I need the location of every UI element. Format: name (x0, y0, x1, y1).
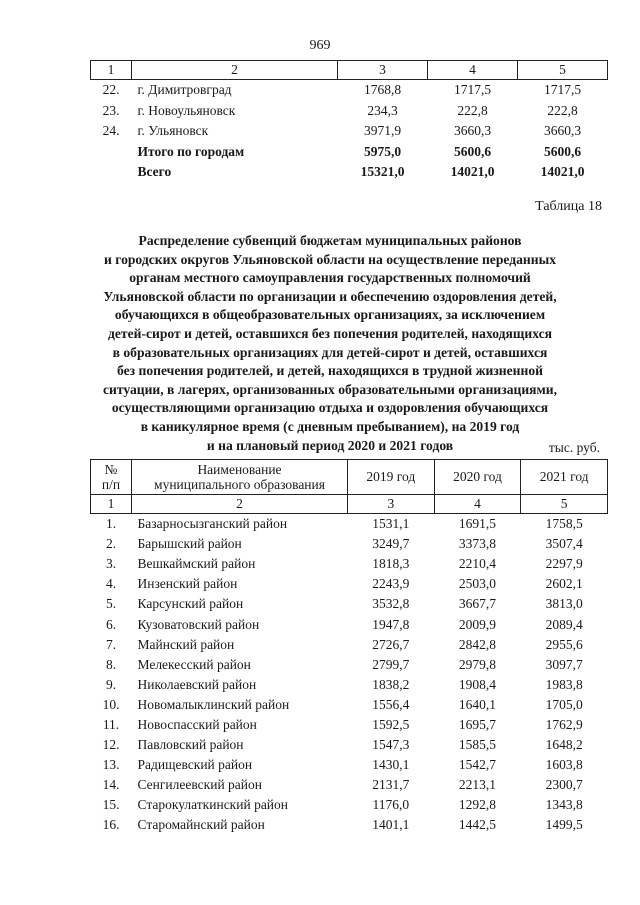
table-row (91, 795, 608, 815)
table-row (91, 675, 608, 695)
table-row (91, 775, 608, 795)
value-2020: 1542,7 (458, 757, 497, 773)
header-2021: 2021 год (521, 460, 608, 495)
value-2019: 2131,7 (372, 777, 410, 793)
row-name: Старомайнский район (137, 817, 265, 833)
table-row (91, 514, 608, 535)
main-table-header (91, 460, 608, 495)
value-2020: 3373,8 (458, 536, 497, 552)
title-line: органам местного самоуправления государственных полномочий (129, 270, 531, 286)
row-number: 5. (105, 596, 117, 612)
value-2021: 3097,7 (545, 656, 583, 672)
page-number: 969 (309, 38, 331, 53)
top-table-header (91, 61, 608, 80)
title-line: ситуации, в лагерях, организованных образовательными организациями, (102, 381, 558, 397)
row-name: Мелекесский район (137, 656, 251, 672)
table-row (91, 554, 608, 574)
row-name: Майнский район (137, 636, 235, 652)
value-2021: 2955,6 (545, 636, 583, 652)
row-name: Карсунский район (137, 596, 244, 612)
table-row (91, 101, 608, 122)
table-row (91, 635, 608, 655)
row-number: 8. (105, 656, 117, 672)
row-number: 7. (105, 636, 117, 652)
main-table-index-row: 1 2 3 4 5 (91, 495, 608, 514)
value-2020: 1442,5 (458, 817, 497, 833)
table-row (91, 121, 608, 142)
table-row (91, 534, 608, 554)
value-2019: 1818,3 (372, 556, 410, 572)
title-line: детей-сирот и детей, оставшихся без попечения родителей, находящихся (108, 325, 552, 341)
row-name: Инзенский район (137, 576, 238, 592)
value-2020: 1717,5 (453, 82, 492, 98)
title-line: обучающихся в общеобразовательных организациях, за исключением (114, 307, 546, 323)
value-2020: 1695,7 (458, 716, 497, 732)
header-col-5: 5 (518, 61, 608, 80)
table-row (91, 614, 608, 634)
value-2021: 1758,5 (545, 516, 583, 532)
value-2021: 14021,0 (540, 164, 585, 180)
value-2019: 2799,7 (372, 656, 410, 672)
header-name: Наименование муниципального образования (132, 460, 348, 495)
header-2020: 2020 год (434, 460, 521, 495)
value-2020: 2009,9 (458, 616, 497, 632)
title-line: Распределение субвенций бюджетам муниципальных районов (138, 233, 522, 248)
value-2020: 1691,5 (458, 516, 497, 532)
row-name: Радищевский район (137, 757, 253, 773)
table-row (91, 695, 608, 715)
total-row (91, 142, 608, 163)
table-row (91, 735, 608, 755)
value-2019: 2243,9 (372, 576, 410, 592)
value-2020: 2979,8 (458, 656, 497, 672)
value-2020: 2210,4 (458, 556, 497, 572)
value-2020: 2842,8 (458, 636, 497, 652)
value-2021: 1343,8 (545, 797, 583, 813)
table-row (91, 815, 608, 835)
value-2021: 1717,5 (543, 82, 582, 98)
header-col-1: 1 (91, 61, 132, 80)
header-2019: 2019 год (348, 460, 435, 495)
value-2020: 3667,7 (458, 596, 497, 612)
row-number: 24. (102, 123, 120, 139)
value-2020: 1640,1 (458, 696, 497, 712)
row-number: 13. (102, 757, 120, 773)
row-number: 3. (105, 556, 117, 572)
value-2021: 3507,4 (545, 536, 583, 552)
value-2019: 2726,7 (372, 636, 410, 652)
value-2021: 222,8 (547, 102, 578, 118)
title-line: Ульяновской области по организации и обеспечению оздоровления детей, (103, 288, 557, 304)
title-line: в каникулярное время (с дневным пребыванием), на 2019 год (140, 418, 520, 434)
row-number: 12. (102, 737, 120, 753)
value-2019: 1592,5 (372, 716, 410, 732)
value-2020: 1292,8 (458, 797, 497, 813)
value-2019: 1531,1 (372, 516, 410, 532)
value-2020: 5600,6 (453, 143, 492, 159)
total-label: Всего (137, 164, 172, 180)
value-2020: 3660,3 (453, 123, 492, 139)
top-table (90, 60, 608, 183)
row-name: Николаевский район (137, 676, 257, 692)
value-2021: 1762,9 (545, 716, 583, 732)
value-2020: 2503,0 (458, 576, 497, 592)
value-2021: 1705,0 (545, 696, 583, 712)
value-2019: 15321,0 (360, 164, 405, 180)
value-2020: 2213,1 (458, 777, 497, 793)
title-line: и городских округов Ульяновской области на осуществление переданных (104, 251, 556, 267)
table-row (91, 80, 608, 101)
value-2020: 222,8 (457, 102, 488, 118)
value-2019: 3971,9 (363, 123, 402, 139)
row-name: Базарносызганский район (137, 516, 288, 532)
row-name: Сенгилеевский район (137, 777, 262, 793)
title-line: и на плановый период 2020 и 2021 годов (206, 437, 454, 453)
table-row (91, 574, 608, 594)
value-2021: 2602,1 (545, 576, 583, 592)
value-2019: 1547,3 (372, 737, 410, 753)
value-2019: 5975,0 (363, 143, 402, 159)
value-2019: 3249,7 (372, 536, 410, 552)
value-2021: 2089,4 (545, 616, 583, 632)
value-2019: 1768,8 (363, 82, 402, 98)
row-name: Вешкаймский район (137, 556, 256, 572)
header-col-3: 3 (338, 61, 428, 80)
value-2021: 5600,6 (543, 143, 582, 159)
title-line: в образовательных организациях для детей-сирот и детей, оставшихся (112, 344, 548, 360)
title-line: осуществляющими организацию отдыха и оздоровления обучающихся (111, 400, 549, 416)
table-title (60, 232, 600, 455)
row-number: 1. (105, 516, 117, 532)
row-number: 23. (102, 102, 120, 118)
row-name: Новоспасский район (137, 716, 257, 732)
row-number: 9. (105, 676, 117, 692)
value-2021: 2297,9 (545, 556, 583, 572)
value-2020: 1908,4 (458, 676, 497, 692)
value-2021: 1499,5 (545, 817, 583, 833)
value-2020: 1585,5 (458, 737, 497, 753)
row-name: Кузоватовский район (137, 616, 260, 632)
row-number: 6. (105, 616, 117, 632)
grand-total-row (91, 162, 608, 183)
value-2019: 234,3 (367, 102, 398, 118)
row-name: г. Новоульяновск (137, 102, 236, 118)
header-number: № п/п (91, 460, 132, 495)
row-number: 11. (102, 716, 120, 732)
row-number: 15. (102, 797, 120, 813)
table-label: Таблица 18 (535, 199, 602, 214)
value-2019: 1556,4 (372, 696, 410, 712)
row-name: Барышский район (137, 536, 242, 552)
header-col-4: 4 (428, 61, 518, 80)
header-col-2: 2 (132, 61, 338, 80)
value-2019: 1430,1 (372, 757, 410, 773)
row-name: г. Ульяновск (137, 123, 209, 139)
value-2019: 1947,8 (372, 616, 410, 632)
value-2021: 1648,2 (545, 737, 583, 753)
table-row (91, 594, 608, 614)
table-row (91, 655, 608, 675)
row-number: 4. (105, 576, 117, 592)
row-number: 22. (102, 82, 120, 98)
row-name: г. Димитровград (137, 82, 232, 98)
main-table (90, 459, 608, 836)
row-number: 2. (105, 536, 117, 552)
main-table-body (91, 514, 608, 836)
row-name: Старокулаткинский район (137, 797, 289, 813)
table-row (91, 715, 608, 735)
title-line: без попечения родителей, и детей, находящихся в трудной жизненной (117, 363, 543, 379)
value-2019: 1838,2 (372, 676, 410, 692)
total-label: Итого по городам (137, 143, 245, 159)
table-row (91, 755, 608, 775)
value-2021: 1603,8 (545, 757, 583, 773)
value-2019: 1176,0 (372, 797, 410, 813)
row-name: Новомалыклинский район (137, 696, 290, 712)
row-number: 16. (102, 817, 120, 833)
value-2021: 3660,3 (543, 123, 582, 139)
units-label: тыс. руб. (548, 440, 600, 455)
value-2021: 3813,0 (545, 596, 583, 612)
row-name: Павловский район (137, 737, 244, 753)
row-number: 14. (102, 777, 120, 793)
value-2019: 3532,8 (372, 596, 410, 612)
value-2021: 1983,8 (545, 676, 583, 692)
value-2021: 2300,7 (545, 777, 583, 793)
row-number: 10. (102, 696, 120, 712)
value-2020: 14021,0 (450, 164, 495, 180)
value-2019: 1401,1 (372, 817, 410, 833)
